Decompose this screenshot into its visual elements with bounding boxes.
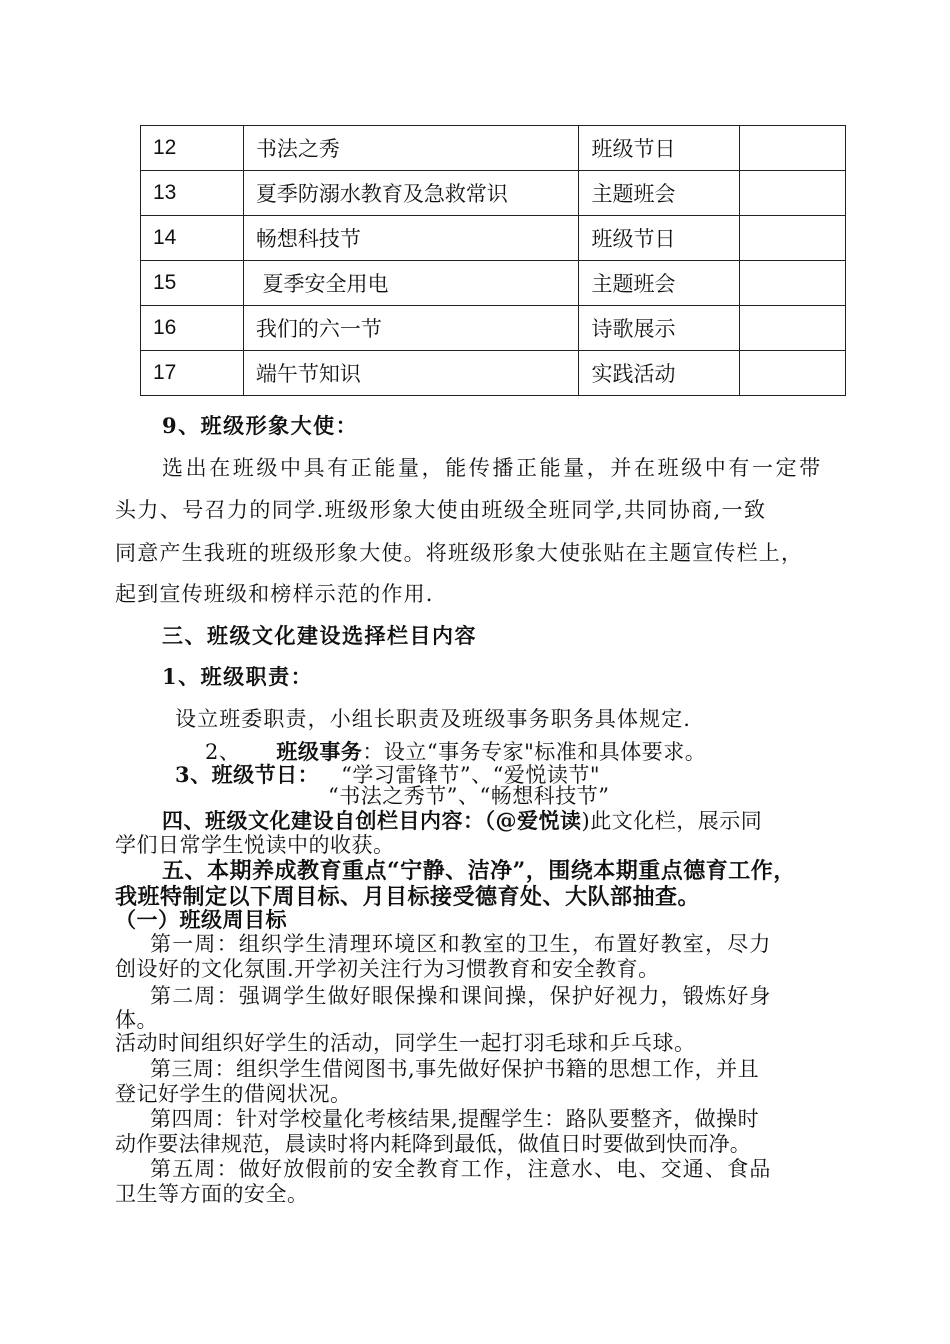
section-9-line: 选出在班级中具有正能量，能传播正能量，并在班级中有一定带 (162, 456, 823, 480)
section-5-line: 五、本期养成教育重点“宁静、洁净”，围绕本期重点德育工作， (162, 858, 796, 884)
weekly-line: 卫生等方面的安全。 (115, 1182, 309, 1206)
row-number: 13 (141, 171, 244, 216)
row-type: 实践活动 (579, 351, 740, 396)
row-number: 17 (141, 351, 244, 396)
section-3-heading: 三、班级文化建设选择栏目内容 (162, 623, 477, 648)
weekly-line: 登记好学生的借阅状况。 (115, 1082, 352, 1106)
row-type: 诗歌展示 (579, 306, 740, 351)
row-number: 12 (141, 126, 244, 171)
festival-list-2: “书法之秀节”、“畅想科技节” (328, 784, 610, 808)
weekly-line: 第五周：做好放假前的安全教育工作，注意水、电、交通、食品 (150, 1157, 772, 1181)
row-topic: 夏季防溺水教育及急救常识 (243, 171, 579, 216)
weekly-line: 第一周：组织学生清理环境区和教室的卫生，布置好教室，尽力 (150, 932, 772, 956)
table-row (141, 261, 846, 306)
row-topic: 我们的六一节 (243, 306, 579, 351)
row-note (740, 306, 846, 351)
row-type: 班级节日 (579, 126, 740, 171)
weekly-line: 活动时间组织好学生的活动，同学生一起打羽毛球和乒乓球。 (115, 1031, 696, 1055)
affairs-number: 2、 (205, 740, 241, 764)
table-row (141, 351, 846, 396)
section-9-line: 起到宣传班级和榜样示范的作用. (115, 582, 434, 606)
row-number: 15 (141, 261, 244, 306)
row-note (740, 351, 846, 396)
row-topic: 端午节知识 (243, 351, 579, 396)
weekly-line: 体。 (115, 1008, 158, 1032)
activity-table (140, 125, 846, 396)
duty-text: 设立班委职责，小组长职责及班级事务职务具体规定. (175, 707, 692, 731)
table-row (141, 216, 846, 261)
row-note (740, 126, 846, 171)
section-9-line: 头力、号召力的同学.班级形象大使由班级全班同学,共同协商,一致 (115, 498, 767, 522)
row-topic: 畅想科技节 (243, 216, 579, 261)
table-row (141, 306, 846, 351)
table-row (141, 171, 846, 216)
row-topic: 夏季安全用电 (243, 261, 579, 306)
weekly-line: 第二周：强调学生做好眼保操和课间操，保护好视力，锻炼好身 (150, 984, 772, 1008)
table-row (141, 126, 846, 171)
section-9-line: 同意产生我班的班级形象大使。将班级形象大使张贴在主题宣传栏上， (115, 541, 804, 565)
affairs-text: ：设立“事务专家"标准和具体要求。 (362, 740, 707, 764)
festival-label: 3、班级节日： (175, 762, 320, 787)
row-note (740, 261, 846, 306)
section-4-heading: 四、班级文化建设自创栏目内容：（@爱悦读 (162, 808, 582, 833)
row-type: 主题班会 (579, 261, 740, 306)
affairs-label: 班级事务 (276, 739, 363, 764)
row-note (740, 171, 846, 216)
section-9-heading: 9、班级形象大使： (162, 413, 359, 438)
row-topic: 书法之秀 (243, 126, 579, 171)
weekly-line: 创设好的文化氛围.开学初关注行为习惯教育和安全教育。 (115, 957, 660, 981)
section-4-line2: 学们日常学生悦读中的收获。 (115, 833, 395, 857)
row-note (740, 216, 846, 261)
row-number: 14 (141, 216, 244, 261)
weekly-line: 动作要法律规范，晨读时将内耗降到最低，做值日时要做到快而净。 (115, 1132, 751, 1156)
weekly-heading: （一）班级周目标 (115, 907, 287, 932)
row-type: 班级节日 (579, 216, 740, 261)
row-number: 16 (141, 306, 244, 351)
festival-list-1: “学习雷锋节”、“爱悦读节" (341, 763, 600, 787)
section-4-text: )此文化栏，展示同 (581, 809, 763, 833)
weekly-line: 第三周：组织学生借阅图书,事先做好保护书籍的思想工作，并且 (150, 1057, 760, 1081)
section-5-line: 我班特制定以下周目标、月目标接受德育处、大队部抽查。 (115, 884, 701, 910)
weekly-line: 第四周：针对学校量化考核结果,提醒学生：路队要整齐，做操时 (150, 1107, 760, 1131)
row-type: 主题班会 (579, 171, 740, 216)
duty-heading: 1、班级职责： (162, 664, 314, 689)
